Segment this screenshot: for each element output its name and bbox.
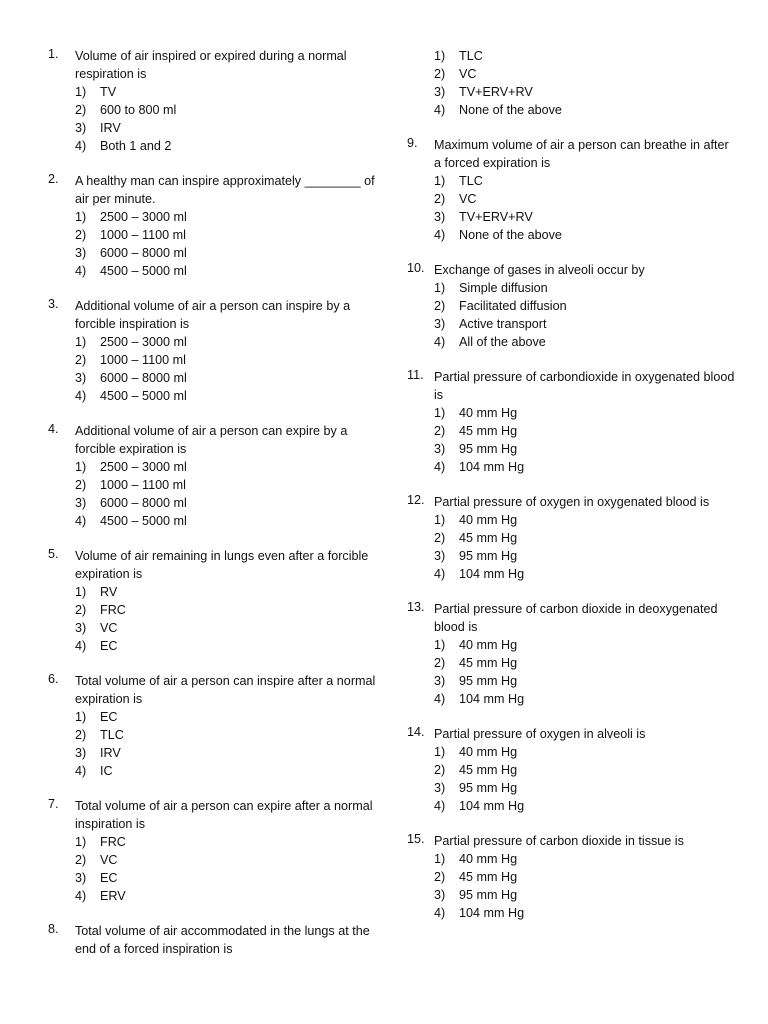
option-text: 40 mm Hg xyxy=(459,745,518,759)
option-number: 3) xyxy=(434,442,446,456)
option-text: IRV xyxy=(100,121,121,135)
question-7-option-3 xyxy=(48,869,378,887)
question-15-option-3 xyxy=(407,886,737,904)
question-text: Partial pressure of carbon dioxide in deoxygenated blood is xyxy=(434,602,718,634)
option-number: 3) xyxy=(434,317,446,331)
question-13-option-1 xyxy=(407,636,737,654)
option-text: VC xyxy=(459,192,477,206)
option-text: 6000 – 8000 ml xyxy=(100,371,187,385)
question-number: 5. xyxy=(48,547,59,561)
option-number: 3) xyxy=(434,674,446,688)
option-text: VC xyxy=(100,853,118,867)
question-4-option-4 xyxy=(48,512,378,530)
option-text: 1000 – 1100 ml xyxy=(100,228,186,242)
question-3 xyxy=(48,297,378,405)
question-6-option-2 xyxy=(48,726,378,744)
question-8-option-2 xyxy=(407,65,737,83)
option-number: 2) xyxy=(75,603,87,617)
option-text: EC xyxy=(100,871,118,885)
question-14-option-3 xyxy=(407,779,737,797)
question-15-option-1 xyxy=(407,850,737,868)
option-text: All of the above xyxy=(459,335,546,349)
option-number: 4) xyxy=(434,799,446,813)
question-5 xyxy=(48,547,378,655)
question-1-option-2 xyxy=(48,101,378,119)
question-number: 1. xyxy=(48,47,59,61)
question-6-option-3 xyxy=(48,744,378,762)
question-text: A healthy man can inspire approximately ________ of air per minute. xyxy=(75,174,375,206)
option-text: TV+ERV+RV xyxy=(459,85,533,99)
question-15 xyxy=(407,832,737,922)
option-text: VC xyxy=(459,67,477,81)
question-stem xyxy=(407,368,737,404)
question-8-option-1 xyxy=(407,47,737,65)
question-2-option-4 xyxy=(48,262,378,280)
question-11-option-3 xyxy=(407,440,737,458)
option-text: 4500 – 5000 ml xyxy=(100,514,187,528)
question-9-option-2 xyxy=(407,190,737,208)
option-text: 104 mm Hg xyxy=(459,799,525,813)
question-text: Partial pressure of carbon dioxide in tissue is xyxy=(434,834,684,848)
option-text: 2500 – 3000 ml xyxy=(100,460,187,474)
question-6-option-4 xyxy=(48,762,378,780)
question-11-option-4 xyxy=(407,458,737,476)
question-2-option-3 xyxy=(48,244,378,262)
option-number: 4) xyxy=(75,264,87,278)
question-5-option-2 xyxy=(48,601,378,619)
option-text: 40 mm Hg xyxy=(459,852,518,866)
option-text: TLC xyxy=(459,174,483,188)
question-9-option-3 xyxy=(407,208,737,226)
question-number: 12. xyxy=(407,493,425,507)
option-number: 4) xyxy=(75,389,87,403)
option-number: 3) xyxy=(434,85,446,99)
option-text: EC xyxy=(100,639,118,653)
option-text: None of the above xyxy=(459,103,562,117)
question-stem xyxy=(407,832,737,850)
question-10-option-4 xyxy=(407,333,737,351)
option-text: 95 mm Hg xyxy=(459,442,518,456)
option-text: ERV xyxy=(100,889,126,903)
option-number: 2) xyxy=(434,299,446,313)
option-text: 600 to 800 ml xyxy=(100,103,177,117)
option-number: 2) xyxy=(75,228,87,242)
option-text: FRC xyxy=(100,603,126,617)
option-number: 1) xyxy=(434,852,446,866)
question-stem xyxy=(48,297,378,333)
option-text: 2500 – 3000 ml xyxy=(100,335,187,349)
question-11-option-1 xyxy=(407,404,737,422)
question-text: Exchange of gases in alveoli occur by xyxy=(434,263,645,277)
question-9-option-4 xyxy=(407,226,737,244)
option-text: 45 mm Hg xyxy=(459,531,518,545)
option-text: 2500 – 3000 ml xyxy=(100,210,187,224)
option-text: 95 mm Hg xyxy=(459,549,518,563)
option-number: 3) xyxy=(434,210,446,224)
option-number: 2) xyxy=(75,478,87,492)
question-text: Partial pressure of oxygen in alveoli is xyxy=(434,727,646,741)
left-column xyxy=(48,47,378,975)
option-number: 1) xyxy=(434,281,446,295)
question-stem xyxy=(48,547,378,583)
question-3-option-1 xyxy=(48,333,378,351)
question-4-option-2 xyxy=(48,476,378,494)
right-column xyxy=(407,47,737,939)
question-stem xyxy=(407,725,737,743)
option-number: 1) xyxy=(434,174,446,188)
option-number: 4) xyxy=(434,460,446,474)
question-number: 10. xyxy=(407,261,425,275)
question-1 xyxy=(48,47,378,155)
question-7-option-2 xyxy=(48,851,378,869)
option-number: 3) xyxy=(75,371,87,385)
option-text: 95 mm Hg xyxy=(459,674,518,688)
question-11 xyxy=(407,368,737,476)
option-number: 4) xyxy=(434,692,446,706)
option-number: 3) xyxy=(75,496,87,510)
option-number: 3) xyxy=(75,121,87,135)
question-text: Additional volume of air a person can inspire by a forcible inspiration is xyxy=(75,299,351,331)
question-13 xyxy=(407,600,737,708)
option-number: 1) xyxy=(75,585,87,599)
option-number: 1) xyxy=(75,210,87,224)
option-text: 45 mm Hg xyxy=(459,424,518,438)
question-14-option-4 xyxy=(407,797,737,815)
option-number: 1) xyxy=(434,49,446,63)
option-text: 104 mm Hg xyxy=(459,567,525,581)
option-number: 1) xyxy=(434,638,446,652)
option-number: 3) xyxy=(434,888,446,902)
option-number: 4) xyxy=(75,764,87,778)
question-stem xyxy=(407,261,737,279)
option-number: 3) xyxy=(75,246,87,260)
question-number: 11. xyxy=(407,368,424,382)
question-3-option-4 xyxy=(48,387,378,405)
option-text: IC xyxy=(100,764,113,778)
option-number: 3) xyxy=(75,621,87,635)
option-number: 2) xyxy=(75,728,87,742)
question-text: Volume of air inspired or expired during a normal respiration is xyxy=(75,49,347,81)
question-3-option-2 xyxy=(48,351,378,369)
option-number: 1) xyxy=(434,745,446,759)
option-text: 1000 – 1100 ml xyxy=(100,353,186,367)
question-stem xyxy=(407,136,737,172)
option-number: 2) xyxy=(434,763,446,777)
question-number: 6. xyxy=(48,672,59,686)
option-text: 4500 – 5000 ml xyxy=(100,389,187,403)
option-number: 4) xyxy=(434,567,446,581)
question-text: Total volume of air accommodated in the lungs at the end of a forced inspiration is xyxy=(75,924,370,956)
question-8-option-4 xyxy=(407,101,737,119)
question-4 xyxy=(48,422,378,530)
question-8 xyxy=(48,922,378,958)
option-number: 2) xyxy=(434,531,446,545)
option-text: 6000 – 8000 ml xyxy=(100,246,187,260)
question-stem xyxy=(407,493,737,511)
question-stem xyxy=(407,600,737,636)
question-number: 7. xyxy=(48,797,59,811)
option-text: VC xyxy=(100,621,118,635)
question-12-option-1 xyxy=(407,511,737,529)
question-5-option-1 xyxy=(48,583,378,601)
question-stem xyxy=(48,672,378,708)
option-number: 2) xyxy=(434,192,446,206)
option-text: 1000 – 1100 ml xyxy=(100,478,186,492)
question-13-option-3 xyxy=(407,672,737,690)
option-text: Active transport xyxy=(459,317,547,331)
option-text: 104 mm Hg xyxy=(459,460,525,474)
option-number: 4) xyxy=(75,639,87,653)
option-text: 4500 – 5000 ml xyxy=(100,264,187,278)
question-10-option-2 xyxy=(407,297,737,315)
question-1-option-3 xyxy=(48,119,378,137)
option-text: 104 mm Hg xyxy=(459,692,525,706)
question-number: 4. xyxy=(48,422,59,436)
question-stem xyxy=(48,422,378,458)
question-text: Maximum volume of air a person can breathe in after a forced expiration is xyxy=(434,138,729,170)
option-number: 1) xyxy=(75,460,87,474)
question-14-option-2 xyxy=(407,761,737,779)
option-number: 2) xyxy=(75,103,87,117)
option-number: 1) xyxy=(75,335,87,349)
option-text: 95 mm Hg xyxy=(459,888,518,902)
question-text: Total volume of air a person can inspire after a normal expiration is xyxy=(75,674,376,706)
question-2 xyxy=(48,172,378,280)
option-number: 2) xyxy=(434,870,446,884)
option-text: TV+ERV+RV xyxy=(459,210,533,224)
question-11-option-2 xyxy=(407,422,737,440)
option-number: 1) xyxy=(75,85,87,99)
question-number: 2. xyxy=(48,172,59,186)
question-15-option-2 xyxy=(407,868,737,886)
question-4-option-1 xyxy=(48,458,378,476)
question-13-option-4 xyxy=(407,690,737,708)
question-12-option-2 xyxy=(407,529,737,547)
question-15-option-4 xyxy=(407,904,737,922)
option-text: 104 mm Hg xyxy=(459,906,525,920)
question-14 xyxy=(407,725,737,815)
question-stem xyxy=(48,47,378,83)
question-number: 3. xyxy=(48,297,59,311)
question-number: 13. xyxy=(407,600,425,614)
option-text: RV xyxy=(100,585,118,599)
question-text: Volume of air remaining in lungs even after a forcible expiration is xyxy=(75,549,369,581)
question-stem xyxy=(48,797,378,833)
option-text: Simple diffusion xyxy=(459,281,548,295)
question-9-option-1 xyxy=(407,172,737,190)
question-5-option-4 xyxy=(48,637,378,655)
question-12 xyxy=(407,493,737,583)
question-7-option-4 xyxy=(48,887,378,905)
option-text: IRV xyxy=(100,746,121,760)
question-text: Additional volume of air a person can expire by a forcible expiration is xyxy=(75,424,348,456)
option-number: 3) xyxy=(434,781,446,795)
question-10-option-3 xyxy=(407,315,737,333)
question-text: Total volume of air a person can expire after a normal inspiration is xyxy=(75,799,373,831)
option-number: 1) xyxy=(75,835,87,849)
question-number: 9. xyxy=(407,136,418,150)
option-text: TLC xyxy=(100,728,124,742)
option-number: 3) xyxy=(75,746,87,760)
question-10-option-1 xyxy=(407,279,737,297)
question-6-option-1 xyxy=(48,708,378,726)
option-text: 6000 – 8000 ml xyxy=(100,496,187,510)
question-2-option-1 xyxy=(48,208,378,226)
option-number: 4) xyxy=(434,228,446,242)
question-8-option-3 xyxy=(407,83,737,101)
option-number: 2) xyxy=(75,853,87,867)
option-number: 2) xyxy=(75,353,87,367)
question-10 xyxy=(407,261,737,351)
question-6 xyxy=(48,672,378,780)
option-number: 3) xyxy=(434,549,446,563)
question-9 xyxy=(407,136,737,244)
option-text: Both 1 and 2 xyxy=(100,139,172,153)
question-4-option-3 xyxy=(48,494,378,512)
question-text: Partial pressure of carbondioxide in oxygenated blood is xyxy=(434,370,735,402)
option-text: 45 mm Hg xyxy=(459,656,518,670)
option-number: 4) xyxy=(75,889,87,903)
question-5-option-3 xyxy=(48,619,378,637)
option-text: 45 mm Hg xyxy=(459,763,518,777)
question-14-option-1 xyxy=(407,743,737,761)
question-3-option-3 xyxy=(48,369,378,387)
option-number: 1) xyxy=(434,513,446,527)
question-7 xyxy=(48,797,378,905)
question-stem xyxy=(48,172,378,208)
option-text: 45 mm Hg xyxy=(459,870,518,884)
option-text: Facilitated diffusion xyxy=(459,299,567,313)
question-number: 14. xyxy=(407,725,425,739)
option-text: EC xyxy=(100,710,118,724)
option-text: 40 mm Hg xyxy=(459,406,518,420)
question-12-option-3 xyxy=(407,547,737,565)
option-number: 4) xyxy=(434,906,446,920)
option-number: 4) xyxy=(434,103,446,117)
option-number: 2) xyxy=(434,424,446,438)
question-stem xyxy=(48,922,378,958)
question-8-options xyxy=(407,47,737,119)
option-text: 40 mm Hg xyxy=(459,513,518,527)
question-number: 15. xyxy=(407,832,425,846)
question-number: 8. xyxy=(48,922,59,936)
question-1-option-1 xyxy=(48,83,378,101)
option-text: TLC xyxy=(459,49,483,63)
option-text: FRC xyxy=(100,835,126,849)
option-number: 1) xyxy=(434,406,446,420)
question-text: Partial pressure of oxygen in oxygenated blood is xyxy=(434,495,710,509)
option-text: TV xyxy=(100,85,117,99)
question-7-option-1 xyxy=(48,833,378,851)
question-12-option-4 xyxy=(407,565,737,583)
question-2-option-2 xyxy=(48,226,378,244)
option-number: 2) xyxy=(434,656,446,670)
option-number: 4) xyxy=(75,139,87,153)
option-number: 3) xyxy=(75,871,87,885)
question-1-option-4 xyxy=(48,137,378,155)
question-13-option-2 xyxy=(407,654,737,672)
option-text: 95 mm Hg xyxy=(459,781,518,795)
option-text: 40 mm Hg xyxy=(459,638,518,652)
option-number: 2) xyxy=(434,67,446,81)
option-text: None of the above xyxy=(459,228,562,242)
option-number: 4) xyxy=(434,335,446,349)
option-number: 1) xyxy=(75,710,87,724)
option-number: 4) xyxy=(75,514,87,528)
